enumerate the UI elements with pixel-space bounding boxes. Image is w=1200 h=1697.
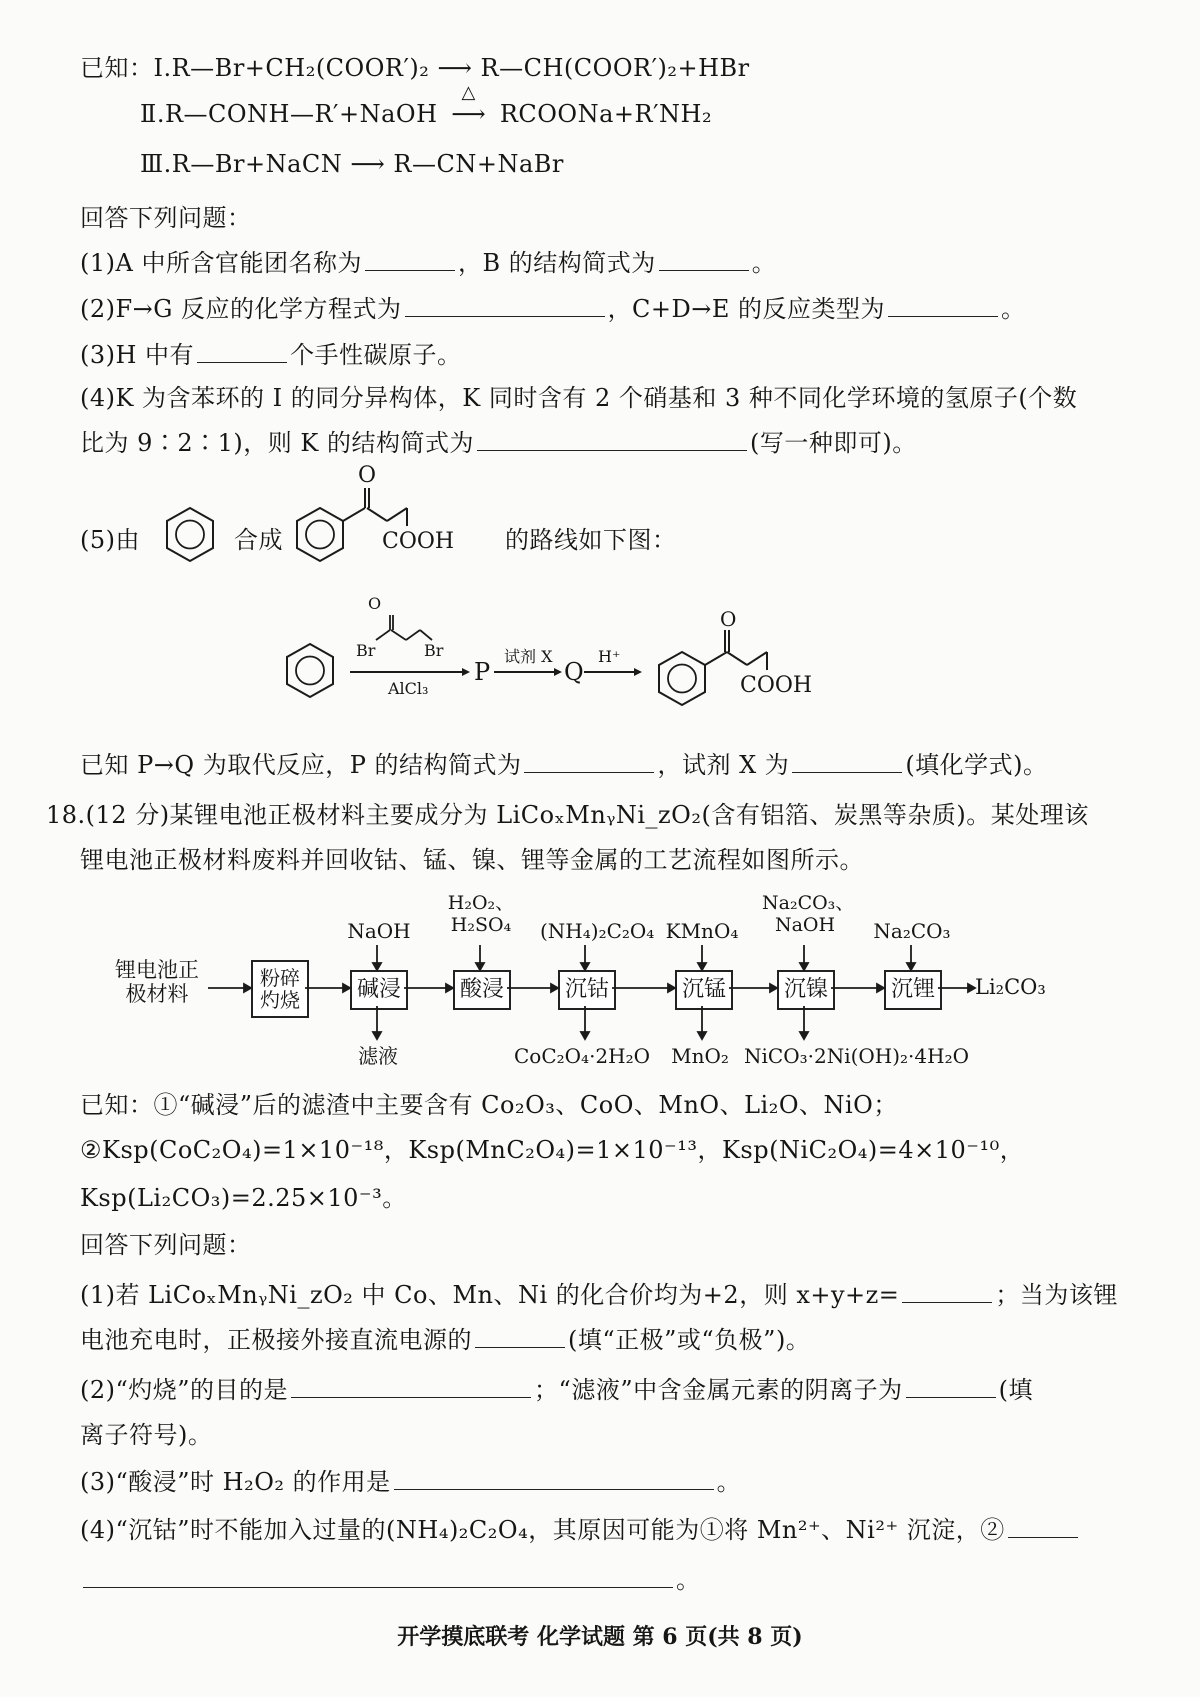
q18-known-2: ②Ksp(CoC₂O₄)=1×10⁻¹⁸，Ksp(MnC₂O₄)=1×10⁻¹³，Ksp(NiC₂O₄)=4×10⁻¹⁰， <box>80 1136 1025 1164</box>
q18-p1-text-d: (填“正极”或“负极”)。 <box>568 1326 811 1354</box>
q18-p2-text-c: (填 <box>998 1376 1033 1404</box>
q17-p4-text-c: (写一种即可)。 <box>750 429 917 457</box>
answer-blank[interactable] <box>659 248 749 271</box>
answer-blank[interactable] <box>394 1467 714 1490</box>
flow-output-cobalt-oxalate: CoC₂O₄·2H₂O <box>513 1044 650 1068</box>
q18-intro: 回答下列问题： <box>80 1231 252 1259</box>
q18-p4-text-b: 。 <box>676 1566 701 1594</box>
route-br-2: Br <box>424 641 444 660</box>
route-br-1: Br <box>356 641 376 660</box>
route-reagent-o: O <box>368 594 382 613</box>
route-acid: H⁺ <box>598 647 621 666</box>
q18-heading-line2: 锂电池正极材料废料并回收钴、锰、镍、锂等金属的工艺流程如图所示。 <box>80 846 864 874</box>
q17-p1-text-c: 。 <box>751 249 777 277</box>
reaction-1-text: Ⅰ.R—Br+CH₂(COOR′)₂ ⟶ R—CH(COOR′)₂+HBr <box>153 54 750 82</box>
q17-part3 <box>80 335 462 370</box>
known-reaction-1 <box>80 48 750 83</box>
flow-output-nickel-carbonate: NiCO₃·2Ni(OH)₂·4H₂O <box>744 1044 969 1068</box>
flow-reagent-na2co3: Na₂CO₃ <box>873 919 951 943</box>
answer-blank[interactable] <box>792 750 902 773</box>
flow-start-label: 锂电池正极材料 <box>115 958 199 1007</box>
q18-p4-text-a: (4)“沉钴”时不能加入过量的(NH₄)₂C₂O₄，其原因可能为①将 Mn²⁺、Ni²⁺ 沉淀，② <box>80 1516 1005 1544</box>
q18-p3-text-a: (3)“酸浸”时 H₂O₂ 的作用是 <box>80 1468 391 1496</box>
flow-reagent-ammonium-oxalate: (NH₄)₂C₂O₄ <box>540 919 655 943</box>
q18-heading-line1: 18.(12 分)某锂电池正极材料主要成分为 LiCoₓMnᵧNi_zO₂(含有铝箔、炭黑等杂质)。某处理该 <box>46 801 1089 829</box>
q17-intro: 回答下列问题： <box>80 204 252 232</box>
q17-part5-answer-line <box>80 745 1048 780</box>
q17-part4-line2 <box>80 423 917 458</box>
known-reaction-2 <box>140 82 713 128</box>
q18-part2-line2: 离子符号)。 <box>80 1421 213 1449</box>
carbonyl-o-label: O <box>358 463 377 488</box>
route-alcl3: AlCl₃ <box>388 679 429 698</box>
product-o: O <box>720 607 737 631</box>
q18-part2-line1 <box>80 1370 1033 1405</box>
known-reaction-3 <box>140 150 564 178</box>
q17-p3-text-b: 个手性碳原子。 <box>290 341 462 369</box>
answer-blank[interactable] <box>83 1565 673 1588</box>
q18-p2-text-a: (2)“灼烧”的目的是 <box>80 1376 289 1404</box>
flow-end-product: Li₂CO₃ <box>975 975 1046 999</box>
answer-blank[interactable] <box>477 428 747 451</box>
flow-output-filtrate: 滤液 <box>358 1044 398 1068</box>
route-p: P <box>474 658 491 686</box>
q17-p5-text-d: 已知 P→Q 为取代反应，P 的结构简式为 <box>80 751 522 779</box>
answer-blank[interactable] <box>902 1280 992 1303</box>
synthesis-route <box>280 594 920 740</box>
answer-blank[interactable] <box>888 294 998 317</box>
q18-p1-text-c: 电池充电时，正极接外接直流电源的 <box>80 1326 472 1354</box>
q18-part4-line1 <box>80 1510 1081 1545</box>
q17-p1-text-a: (1)A 中所含官能团名称为 <box>80 249 362 277</box>
q17-p3-text-a: (3)H 中有 <box>80 341 195 369</box>
q17-p5-text-e: ，试剂 X 为 <box>657 751 790 779</box>
target-product-structure <box>290 458 490 588</box>
q17-p2-text-c: 。 <box>1001 295 1026 323</box>
q17-part4-line1: (4)K 为含苯环的 I 的同分异构体，K 同时含有 2 个硝基和 3 种不同化学环境的氢原子(个数 <box>80 384 1078 412</box>
benzene-structure <box>150 500 230 570</box>
q18-part3 <box>80 1462 741 1497</box>
product-cooh: COOH <box>740 673 813 698</box>
q18-part1-line2 <box>80 1320 810 1355</box>
q17-p2-text-b: ，C+D→E 的反应类型为 <box>607 295 886 323</box>
reaction-2-left: Ⅱ.R—CONH—R′+NaOH <box>140 100 438 128</box>
heat-condition: △ <box>461 82 476 103</box>
q18-p3-text-b: 。 <box>716 1468 742 1496</box>
answer-blank[interactable] <box>475 1325 565 1348</box>
flow-step-acid-leach: 酸浸 <box>453 970 511 1010</box>
flow-step-precipitate-lithium: 沉锂 <box>884 970 942 1010</box>
flow-step-crush-burn: 粉碎灼烧 <box>251 960 309 1018</box>
answer-blank[interactable] <box>1008 1515 1078 1538</box>
q17-part5-text-a: (5)由 <box>80 526 140 554</box>
flow-reagent-kmno4: KMnO₄ <box>665 919 739 943</box>
answer-blank[interactable] <box>405 294 605 317</box>
route-reagent-x: 试剂 X <box>504 647 553 666</box>
q18-known-1: 已知：①“碱浸”后的滤渣中主要含有 Co₂O₃、CoO、MnO、Li₂O、NiO； <box>80 1091 898 1119</box>
page-footer: 开学摸底联考 化学试题 第 6 页(共 8 页) <box>397 1624 803 1650</box>
answer-blank[interactable] <box>197 340 287 363</box>
q18-known-3: Ksp(Li₂CO₃)=2.25×10⁻³。 <box>80 1184 407 1212</box>
answer-blank[interactable] <box>365 248 455 271</box>
flow-reagent-naoh: NaOH <box>347 919 411 943</box>
q17-part5-text-b: 合成 <box>234 526 283 554</box>
reaction-3-text: Ⅲ.R—Br+NaCN ⟶ R—CN+NaBr <box>140 150 564 178</box>
q17-part1 <box>80 243 776 278</box>
q18-part4-line2 <box>80 1560 701 1595</box>
cooh-label: COOH <box>382 529 455 554</box>
answer-blank[interactable] <box>291 1375 531 1398</box>
flow-step-precipitate-manganese: 沉锰 <box>675 970 733 1010</box>
flow-output-mno2: MnO₂ <box>671 1044 729 1068</box>
flow-step-precipitate-cobalt: 沉钴 <box>558 970 616 1010</box>
heat-arrow: △ ⟶ <box>446 100 492 128</box>
known-label: 已知： <box>80 54 154 82</box>
flow-step-alkali-leach: 碱浸 <box>350 970 408 1010</box>
route-q: Q <box>564 658 584 686</box>
flow-reagent-na2co3-naoh: Na₂CO₃、NaOH <box>762 892 855 936</box>
answer-blank[interactable] <box>906 1375 996 1398</box>
q17-part2 <box>80 289 1026 324</box>
q18-p1-text-b: ；当为该锂 <box>995 1281 1118 1309</box>
reaction-2-right: RCOONa+R′NH₂ <box>499 100 713 128</box>
q17-p1-text-b: ，B 的结构简式为 <box>457 249 656 277</box>
q18-p2-text-b: ；“滤液”中含金属元素的阴离子为 <box>534 1376 903 1404</box>
q17-p4-text-b: 比为 9∶2∶1)，则 K 的结构简式为 <box>80 429 474 457</box>
q18-p1-text-a: (1)若 LiCoₓMnᵧNi_zO₂ 中 Co、Mn、Ni 的化合价均为+2，则 x+y+z= <box>80 1281 900 1309</box>
answer-blank[interactable] <box>524 750 654 773</box>
q17-part5-text-c: 的路线如下图： <box>505 526 677 554</box>
flow-step-precipitate-nickel: 沉镍 <box>777 970 835 1010</box>
q17-p2-text-a: (2)F→G 反应的化学方程式为 <box>80 295 402 323</box>
q18-part1-line1 <box>80 1275 1118 1310</box>
q17-p5-text-f: (填化学式)。 <box>905 751 1048 779</box>
flow-reagent-h2o2-h2so4: H₂O₂、H₂SO₄ <box>447 892 515 936</box>
